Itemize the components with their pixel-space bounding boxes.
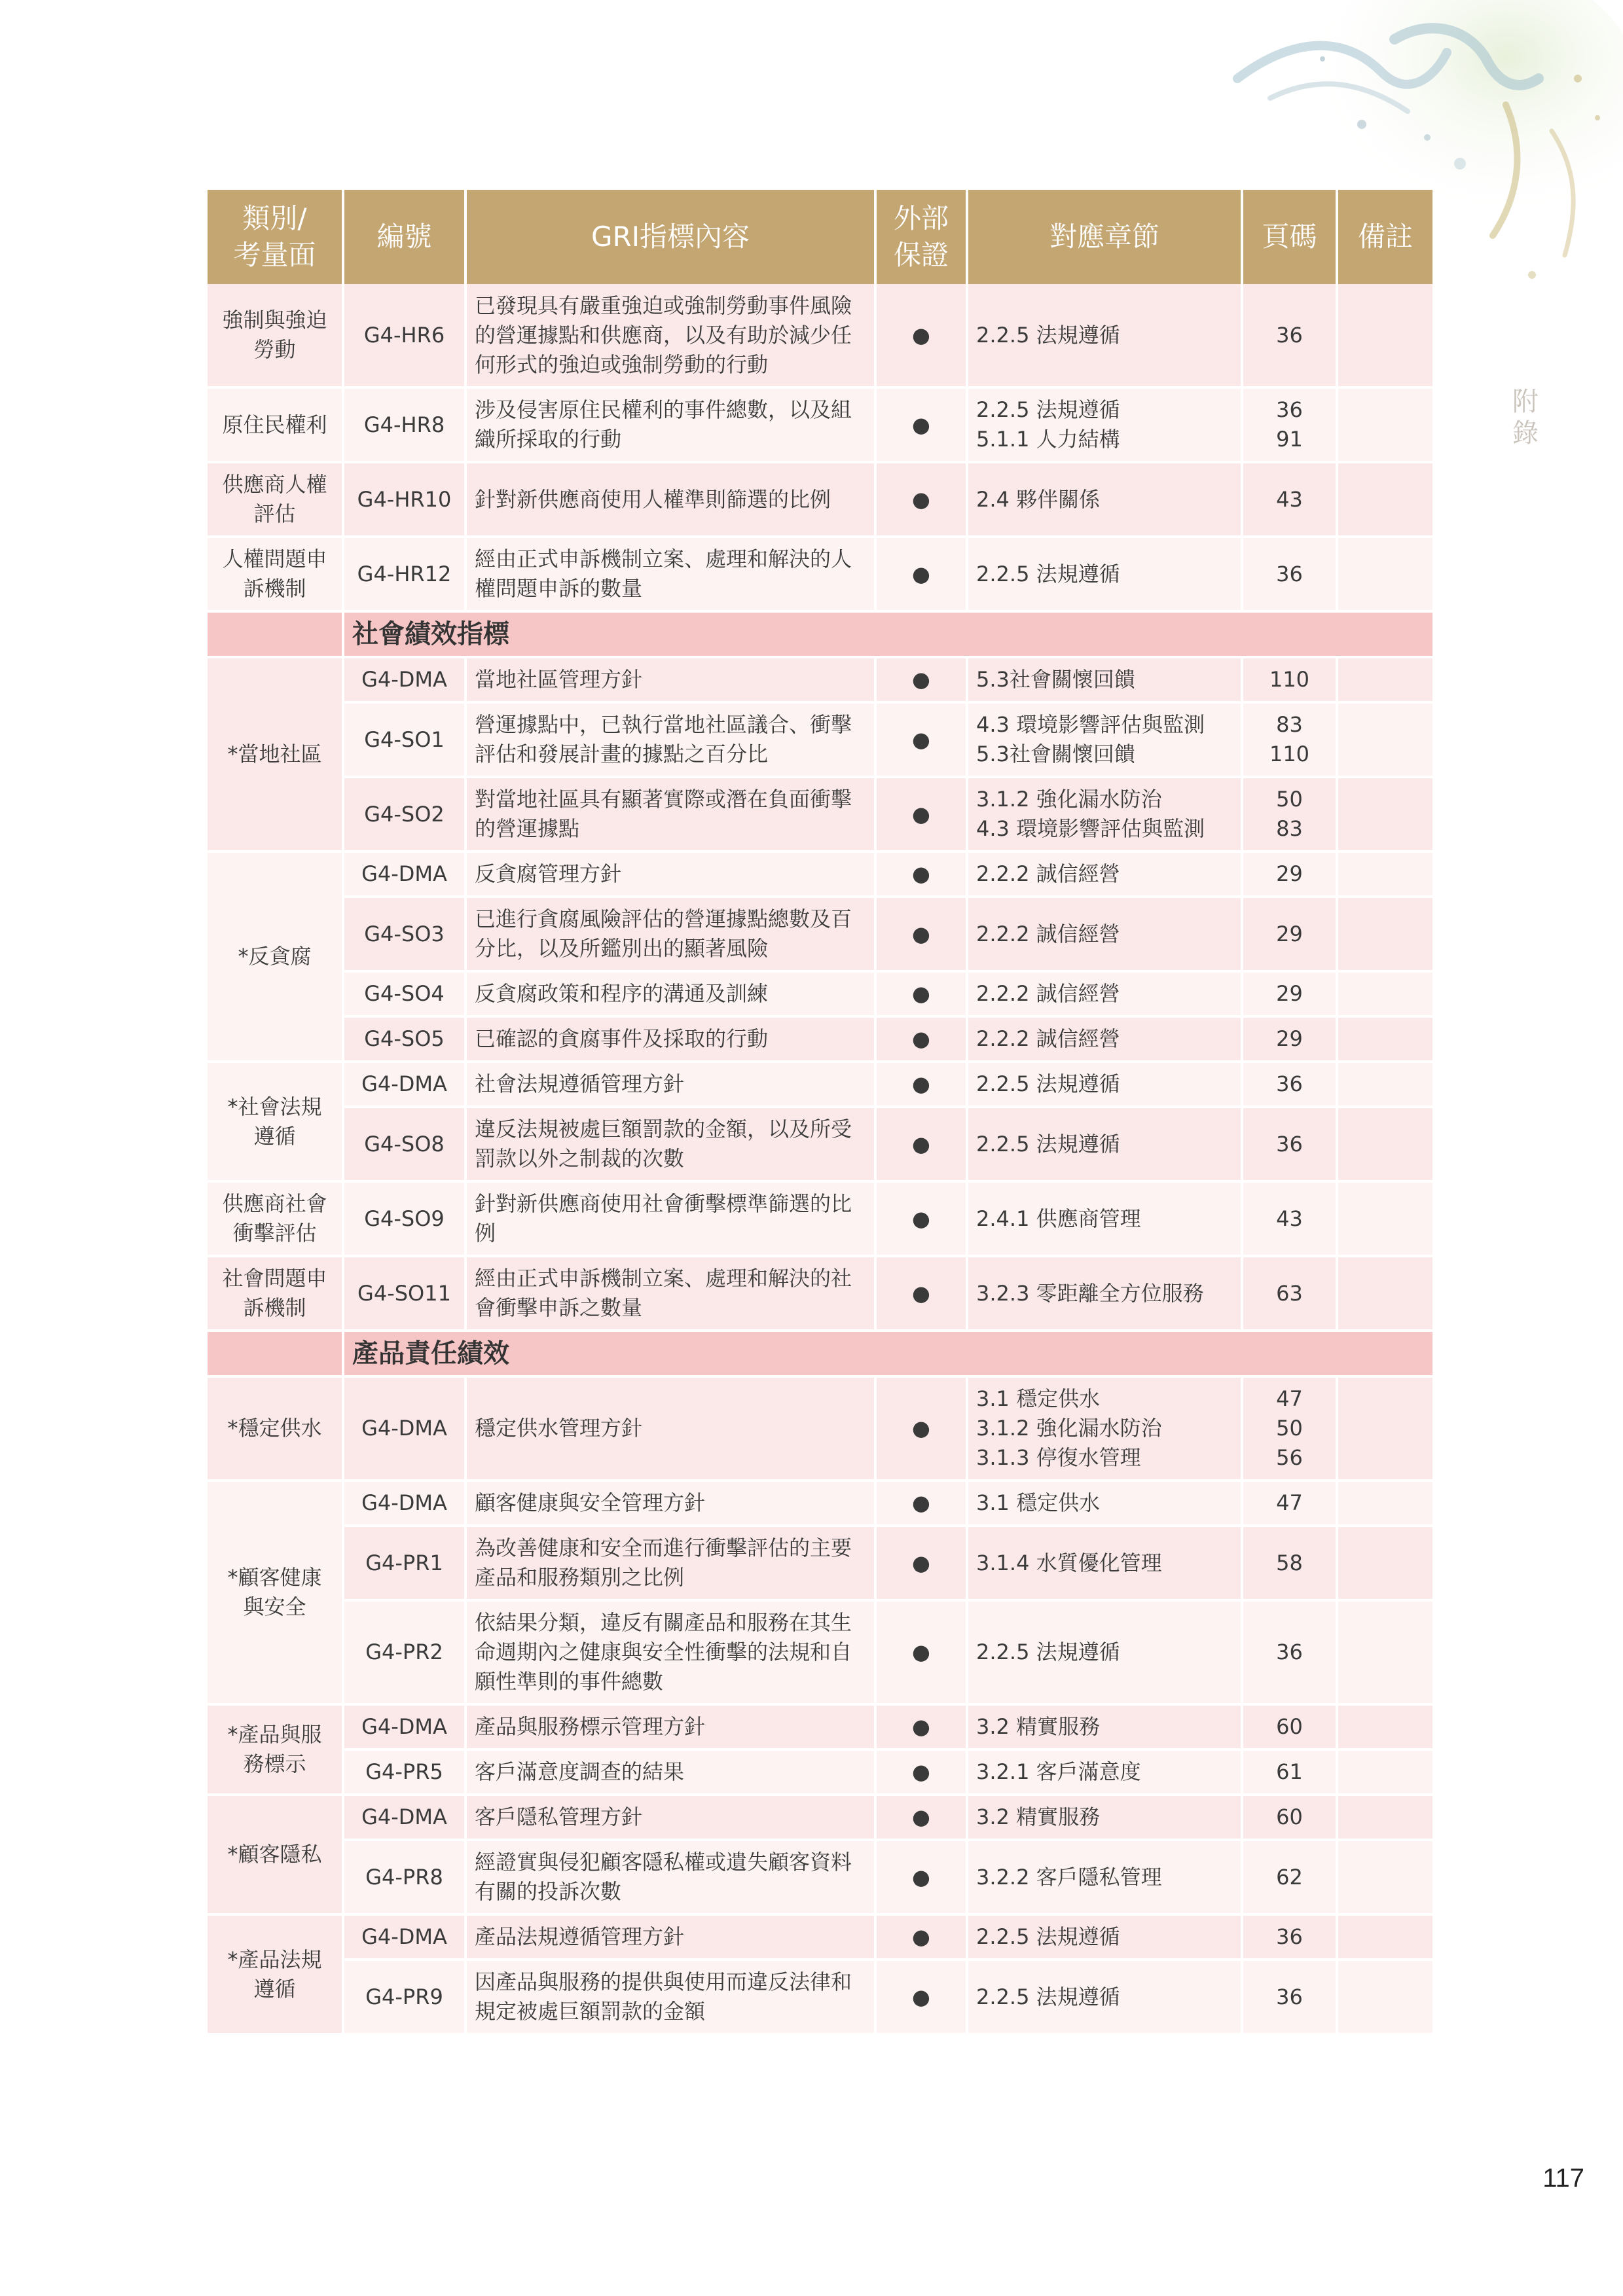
table-row: [208, 1062, 1432, 1107]
content-cell: 穩定供水管理方針: [465, 1376, 875, 1480]
remarks-cell: [1337, 1480, 1432, 1526]
content-cell: 經由正式申訴機制立案、處理和解決的人權問題申訴的數量: [465, 537, 875, 611]
table-row: [208, 1840, 1432, 1914]
content-cell: 經證實與侵犯顧客隱私權或遺失顧客資料有關的投訴次數: [465, 1840, 875, 1914]
remarks-cell: [1337, 1749, 1432, 1795]
assurance-bullet: ●: [875, 1376, 967, 1480]
content-cell: 因產品與服務的提供與使用而違反法律和規定被處巨額罰款的金額: [465, 1960, 875, 2034]
page-cell: 36: [1242, 284, 1337, 387]
assurance-bullet: ●: [875, 1795, 967, 1840]
code-cell: G4-DMA: [343, 1062, 465, 1107]
category-cell: *反貪腐: [208, 852, 343, 1062]
code-cell: G4-DMA: [343, 1480, 465, 1526]
page-cell: 36: [1242, 1914, 1337, 1960]
remarks-cell: [1337, 1704, 1432, 1749]
code-cell: G4-PR9: [343, 1960, 465, 2034]
section-cell: 2.2.2 誠信經營: [967, 971, 1242, 1016]
section-cell: 3.2 精實服務: [967, 1795, 1242, 1840]
page-cell: 29: [1242, 1016, 1337, 1062]
assurance-bullet: ●: [875, 462, 967, 537]
page-cell: 63: [1242, 1256, 1337, 1331]
table-row: [208, 971, 1432, 1016]
code-cell: G4-DMA: [343, 852, 465, 897]
section-heading-spacer: [208, 611, 343, 657]
category-cell: 供應商人權 評估: [208, 462, 343, 537]
section-heading-row: [208, 1331, 1432, 1376]
category-cell: 原住民權利: [208, 387, 343, 462]
code-cell: G4-HR12: [343, 537, 465, 611]
table-row: [208, 1107, 1432, 1181]
code-cell: G4-SO8: [343, 1107, 465, 1181]
page-cell: 36 91: [1242, 387, 1337, 462]
section-cell: 2.2.5 法規遵循: [967, 1914, 1242, 1960]
remarks-cell: [1337, 387, 1432, 462]
content-cell: 產品法規遵循管理方針: [465, 1914, 875, 1960]
category-cell: *社會法規 遵循: [208, 1062, 343, 1181]
remarks-cell: [1337, 1181, 1432, 1256]
section-cell: 2.2.5 法規遵循 5.1.1 人力結構: [967, 387, 1242, 462]
assurance-bullet: ●: [875, 1256, 967, 1331]
assurance-bullet: ●: [875, 1016, 967, 1062]
gri-index-table: [208, 190, 1432, 2036]
page-number: 117: [1542, 2164, 1584, 2193]
assurance-bullet: ●: [875, 537, 967, 611]
content-cell: 反貪腐管理方針: [465, 852, 875, 897]
code-cell: G4-SO5: [343, 1016, 465, 1062]
table-row: [208, 1795, 1432, 1840]
table-row: [208, 1181, 1432, 1256]
section-heading-row: [208, 611, 1432, 657]
header-page: 頁碼: [1242, 190, 1337, 284]
remarks-cell: [1337, 1960, 1432, 2034]
content-cell: 涉及侵害原住民權利的事件總數，以及組織所採取的行動: [465, 387, 875, 462]
page-cell: 43: [1242, 462, 1337, 537]
table-row: [208, 387, 1432, 462]
content-cell: 產品與服務標示管理方針: [465, 1704, 875, 1749]
section-cell: 2.2.2 誠信經營: [967, 897, 1242, 971]
section-cell: 2.4.1 供應商管理: [967, 1181, 1242, 1256]
section-cell: 3.1.4 水質優化管理: [967, 1526, 1242, 1600]
section-heading-product: 產品責任績效: [343, 1331, 1432, 1376]
assurance-bullet: ●: [875, 1600, 967, 1704]
content-cell: 已發現具有嚴重強迫或強制勞動事件風險的營運據點和供應商，以及有助於減少任何形式的強迫或強制勞動的行動: [465, 284, 875, 387]
content-cell: 顧客健康與安全管理方針: [465, 1480, 875, 1526]
remarks-cell: [1337, 1914, 1432, 1960]
category-cell: 人權問題申 訴機制: [208, 537, 343, 611]
remarks-cell: [1337, 284, 1432, 387]
table-row: [208, 1960, 1432, 2034]
page-cell: 29: [1242, 971, 1337, 1016]
content-cell: 已進行貪腐風險評估的營運據點總數及百分比，以及所鑑別出的顯著風險: [465, 897, 875, 971]
remarks-cell: [1337, 702, 1432, 777]
remarks-cell: [1337, 777, 1432, 852]
code-cell: G4-HR10: [343, 462, 465, 537]
remarks-cell: [1337, 1062, 1432, 1107]
section-cell: 2.2.5 法規遵循: [967, 537, 1242, 611]
content-cell: 違反法規被處巨額罰款的金額，以及所受罰款以外之制裁的次數: [465, 1107, 875, 1181]
table-row: [208, 1526, 1432, 1600]
code-cell: G4-SO3: [343, 897, 465, 971]
table-row: [208, 657, 1432, 702]
section-cell: 3.1 穩定供水 3.1.2 強化漏水防治 3.1.3 停復水管理: [967, 1376, 1242, 1480]
table-row: [208, 1914, 1432, 1960]
table-row: [208, 1480, 1432, 1526]
category-cell: *當地社區: [208, 657, 343, 852]
page-cell: 36: [1242, 1960, 1337, 2034]
remarks-cell: [1337, 462, 1432, 537]
content-cell: 針對新供應商使用人權準則篩選的比例: [465, 462, 875, 537]
remarks-cell: [1337, 852, 1432, 897]
remarks-cell: [1337, 1107, 1432, 1181]
content-cell: 當地社區管理方針: [465, 657, 875, 702]
remarks-cell: [1337, 1376, 1432, 1480]
category-cell: 供應商社會 衝擊評估: [208, 1181, 343, 1256]
code-cell: G4-SO4: [343, 971, 465, 1016]
content-cell: 客戶隱私管理方針: [465, 1795, 875, 1840]
table-row: [208, 1016, 1432, 1062]
remarks-cell: [1337, 1840, 1432, 1914]
remarks-cell: [1337, 657, 1432, 702]
content-cell: 經由正式申訴機制立案、處理和解決的社會衝擊申訴之數量: [465, 1256, 875, 1331]
section-cell: 2.2.2 誠信經營: [967, 852, 1242, 897]
content-cell: 社會法規遵循管理方針: [465, 1062, 875, 1107]
section-cell: 4.3 環境影響評估與監測 5.3社會關懷回饋: [967, 702, 1242, 777]
assurance-bullet: ●: [875, 1062, 967, 1107]
page-cell: 47: [1242, 1480, 1337, 1526]
header-section: 對應章節: [967, 190, 1242, 284]
table-row: [208, 852, 1432, 897]
assurance-bullet: ●: [875, 1107, 967, 1181]
category-cell: *顧客健康 與安全: [208, 1480, 343, 1704]
code-cell: G4-DMA: [343, 1795, 465, 1840]
category-cell: 強制與強迫 勞動: [208, 284, 343, 387]
assurance-bullet: ●: [875, 1480, 967, 1526]
page-cell: 83 110: [1242, 702, 1337, 777]
page-cell: 43: [1242, 1181, 1337, 1256]
assurance-bullet: ●: [875, 777, 967, 852]
page-cell: 110: [1242, 657, 1337, 702]
remarks-cell: [1337, 897, 1432, 971]
page-cell: 47 50 56: [1242, 1376, 1337, 1480]
assurance-bullet: ●: [875, 387, 967, 462]
page-cell: 62: [1242, 1840, 1337, 1914]
remarks-cell: [1337, 1600, 1432, 1704]
remarks-cell: [1337, 971, 1432, 1016]
assurance-bullet: ●: [875, 702, 967, 777]
table-row: [208, 1256, 1432, 1331]
category-cell: *產品與服 務標示: [208, 1704, 343, 1795]
code-cell: G4-DMA: [343, 1376, 465, 1480]
code-cell: G4-PR8: [343, 1840, 465, 1914]
assurance-bullet: ●: [875, 1181, 967, 1256]
code-cell: G4-HR6: [343, 284, 465, 387]
code-cell: G4-SO9: [343, 1181, 465, 1256]
header-remarks: 備註: [1337, 190, 1432, 284]
code-cell: G4-HR8: [343, 387, 465, 462]
assurance-bullet: ●: [875, 1960, 967, 2034]
page-cell: 58: [1242, 1526, 1337, 1600]
assurance-bullet: ●: [875, 657, 967, 702]
header-content: GRI指標內容: [465, 190, 875, 284]
section-cell: 2.2.5 法規遵循: [967, 1062, 1242, 1107]
page-cell: 36: [1242, 1062, 1337, 1107]
section-cell: 3.2.2 客戶隱私管理: [967, 1840, 1242, 1914]
table-row: [208, 1600, 1432, 1704]
code-cell: G4-PR2: [343, 1600, 465, 1704]
table-row: [208, 537, 1432, 611]
page-cell: 36: [1242, 1600, 1337, 1704]
category-cell: *穩定供水: [208, 1376, 343, 1480]
section-cell: 3.1 穩定供水: [967, 1480, 1242, 1526]
assurance-bullet: ●: [875, 897, 967, 971]
remarks-cell: [1337, 1526, 1432, 1600]
section-heading-spacer: [208, 1331, 343, 1376]
appendix-side-tab: 附 錄: [1512, 387, 1539, 448]
assurance-bullet: ●: [875, 971, 967, 1016]
page-cell: 50 83: [1242, 777, 1337, 852]
content-cell: 針對新供應商使用社會衝擊標準篩選的比例: [465, 1181, 875, 1256]
table-row: [208, 462, 1432, 537]
section-cell: 3.2.1 客戶滿意度: [967, 1749, 1242, 1795]
page-cell: 60: [1242, 1795, 1337, 1840]
content-cell: 反貪腐政策和程序的溝通及訓練: [465, 971, 875, 1016]
remarks-cell: [1337, 1256, 1432, 1331]
header-category: 類別/ 考量面: [208, 190, 343, 284]
assurance-bullet: ●: [875, 852, 967, 897]
content-cell: 客戶滿意度調查的結果: [465, 1749, 875, 1795]
section-cell: 2.2.5 法規遵循: [967, 1600, 1242, 1704]
code-cell: G4-DMA: [343, 1914, 465, 1960]
table-row: [208, 284, 1432, 387]
header-code: 編號: [343, 190, 465, 284]
category-cell: *顧客隱私: [208, 1795, 343, 1914]
code-cell: G4-PR1: [343, 1526, 465, 1600]
page-cell: 36: [1242, 1107, 1337, 1181]
table-row: [208, 777, 1432, 852]
section-cell: 3.2.3 零距離全方位服務: [967, 1256, 1242, 1331]
table-header-row: [208, 190, 1432, 284]
page-cell: 29: [1242, 897, 1337, 971]
table-row: [208, 897, 1432, 971]
section-cell: 2.4 夥伴關係: [967, 462, 1242, 537]
table-row: [208, 702, 1432, 777]
category-cell: *產品法規 遵循: [208, 1914, 343, 2034]
code-cell: G4-PR5: [343, 1749, 465, 1795]
remarks-cell: [1337, 537, 1432, 611]
code-cell: G4-DMA: [343, 657, 465, 702]
section-cell: 2.2.5 法規遵循: [967, 1960, 1242, 2034]
content-cell: 營運據點中，已執行當地社區議合、衝擊評估和發展計畫的據點之百分比: [465, 702, 875, 777]
content-cell: 對當地社區具有顯著實際或潛在負面衝擊的營運據點: [465, 777, 875, 852]
code-cell: G4-SO1: [343, 702, 465, 777]
page-cell: 61: [1242, 1749, 1337, 1795]
table-row: [208, 1749, 1432, 1795]
code-cell: G4-SO2: [343, 777, 465, 852]
content-cell: 依結果分類，違反有關產品和服務在其生命週期內之健康與安全性衝擊的法規和自願性準則的事件總數: [465, 1600, 875, 1704]
section-cell: 2.2.5 法規遵循: [967, 284, 1242, 387]
table-row: [208, 1376, 1432, 1480]
assurance-bullet: ●: [875, 1526, 967, 1600]
assurance-bullet: ●: [875, 1704, 967, 1749]
section-heading-social: 社會績效指標: [343, 611, 1432, 657]
remarks-cell: [1337, 1795, 1432, 1840]
header-assurance: 外部 保證: [875, 190, 967, 284]
page-cell: 29: [1242, 852, 1337, 897]
assurance-bullet: ●: [875, 1840, 967, 1914]
code-cell: G4-SO11: [343, 1256, 465, 1331]
section-cell: 3.2 精實服務: [967, 1704, 1242, 1749]
assurance-bullet: ●: [875, 284, 967, 387]
assurance-bullet: ●: [875, 1749, 967, 1795]
section-cell: 5.3社會關懷回饋: [967, 657, 1242, 702]
remarks-cell: [1337, 1016, 1432, 1062]
content-cell: 為改善健康和安全而進行衝擊評估的主要產品和服務類別之比例: [465, 1526, 875, 1600]
table-row: [208, 1704, 1432, 1749]
section-cell: 3.1.2 強化漏水防治 4.3 環境影響評估與監測: [967, 777, 1242, 852]
content-cell: 已確認的貪腐事件及採取的行動: [465, 1016, 875, 1062]
category-cell: 社會問題申 訴機制: [208, 1256, 343, 1331]
code-cell: G4-DMA: [343, 1704, 465, 1749]
page-cell: 60: [1242, 1704, 1337, 1749]
page-cell: 36: [1242, 537, 1337, 611]
assurance-bullet: ●: [875, 1914, 967, 1960]
section-cell: 2.2.5 法規遵循: [967, 1107, 1242, 1181]
section-cell: 2.2.2 誠信經營: [967, 1016, 1242, 1062]
